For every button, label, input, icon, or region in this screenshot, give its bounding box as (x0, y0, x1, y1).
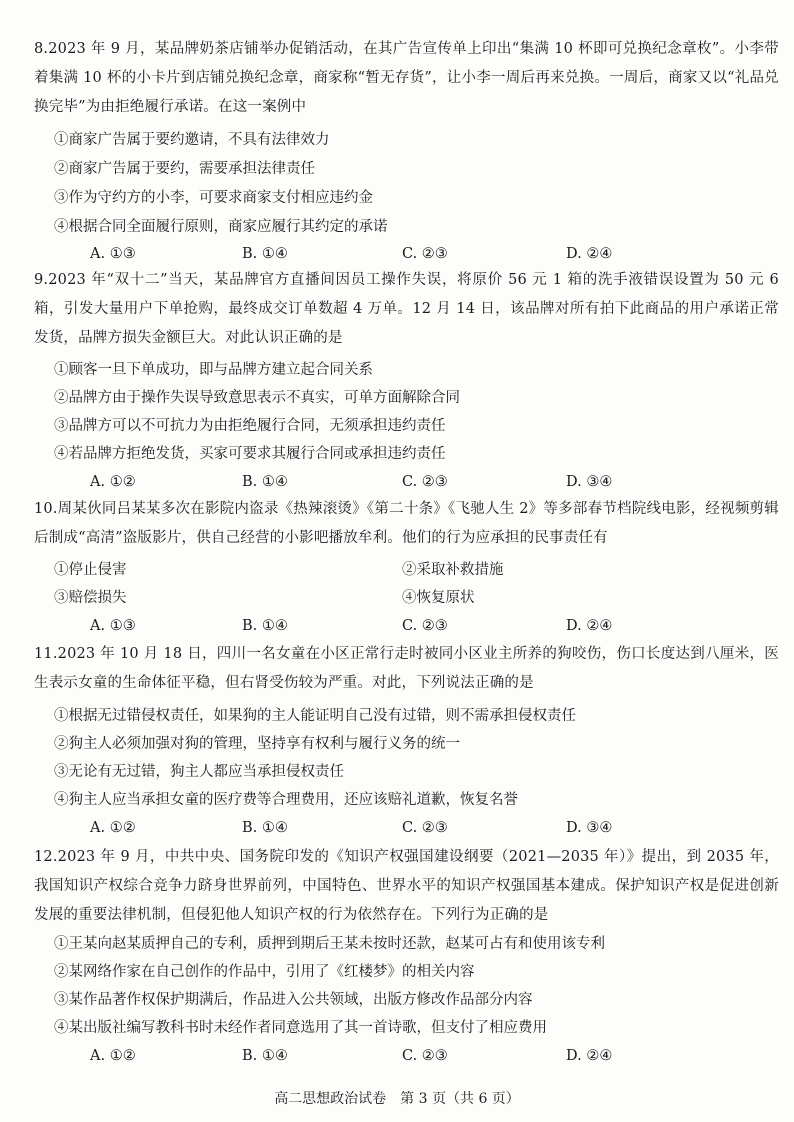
choice-d: D. ②④ (566, 618, 613, 634)
choice-c: C. ②③ (402, 618, 448, 634)
question-9-option-2: ②品牌方由于操作失误导致意思表示不真实，可单方面解除合同 (54, 390, 460, 406)
question-9-choices (90, 472, 730, 492)
choice-a: A. ①③ (90, 618, 136, 634)
question-11-option-1: ①根据无过错侵权责任，如果狗的主人能证明自己没有过错，则不需承担侵权责任 (54, 708, 576, 724)
choice-a: A. ①② (90, 1048, 136, 1064)
choice-a: A. ①② (90, 474, 136, 490)
choice-d: D. ②④ (566, 1048, 613, 1064)
choice-c: C. ②③ (402, 820, 448, 836)
question-8-choices (90, 244, 730, 264)
choice-b: B. ①④ (242, 618, 288, 634)
question-10-option-3: ③赔偿损失 (54, 590, 127, 606)
choice-c: C. ②③ (402, 474, 448, 490)
question-12-option-3: ③某作品著作权保护期满后，作品进入公共领域，出版方修改作品部分内容 (54, 992, 533, 1008)
choice-b: B. ①④ (242, 820, 288, 836)
question-8-stem: 8.2023 年 9 月，某品牌奶茶店铺举办促销活动，在其广告宣传单上印出“集满 10 杯即可兑换纪念章枚”。小李带着集满 10 杯的小卡片到店铺兑换纪念章，商家称“暂无存货”，让小李一周后再来兑换。一周后，商家又以“礼品兑换完毕”为由拒绝履行承诺。在这一案例中 (34, 41, 779, 115)
question-12-option-1: ①王某向赵某质押自己的专利，质押到期后王某未按时还款，赵某可占有和使用该专利 (54, 936, 605, 952)
choice-c: C. ②③ (402, 246, 448, 262)
choice-c: C. ②③ (402, 1048, 448, 1064)
question-12-option-4: ④某出版社编写教科书时未经作者同意选用了其一首诗歌，但支付了相应费用 (54, 1020, 547, 1036)
question-11-stem: 11.2023 年 10 月 18 日，四川一名女童在小区正常行走时被同小区业主所养的狗咬伤，伤口长度达到八厘米，医生表示女童的生命体征平稳，但右肾受伤较为严重。对此，下列说法正确的是 (34, 646, 779, 691)
question-9-stem: 9.2023 年“双十二”当天，某品牌官方直播间因员工操作失误，将原价 56 元 1 箱的洗手液错误设置为 50 元 6 箱，引发大量用户下单抢购，最终成交订单数超 4 万单。12 月 14 日，该品牌对所有拍下此商品的用户承诺正常发货，品牌方损失金额巨大。对此认识正确的是 (34, 272, 779, 346)
page-footer: 高二思想政治试卷 第 3 页（共 6 页） (274, 1091, 520, 1107)
question-11-option-2: ②狗主人必须加强对狗的管理，坚持享有权利与履行义务的统一 (54, 736, 460, 752)
question-9-option-4: ④若品牌方拒绝发货，买家可要求其履行合同或承担违约责任 (54, 446, 446, 462)
choice-d: D. ③④ (566, 474, 613, 490)
question-10-option-4: ④恢复原状 (402, 590, 475, 606)
question-8-option-3: ③作为守约方的小李，可要求商家支付相应违约金 (54, 190, 373, 206)
question-10-choices (90, 616, 730, 636)
question-12-stem: 12.2023 年 9 月，中共中央、国务院印发的《知识产权强国建设纲要（2021—2035 年）》提出，到 2035 年，我国知识产权综合竞争力跻身世界前列，中国特色、世界水平的知识产权强国基本建成。保护知识产权是促进创新发展的重要法律机制，但侵犯他人知识产权的行为依然存在。下列行为正确的是 (34, 849, 779, 923)
choice-b: B. ①④ (242, 474, 288, 490)
question-12-option-2: ②某网络作家在自己创作的作品中，引用了《红楼梦》的相关内容 (54, 964, 475, 980)
question-11-choices (90, 818, 730, 838)
question-8-option-2: ②商家广告属于要约，需要承担法律责任 (54, 161, 315, 177)
question-10-stem: 10.周某伙同吕某某多次在影院内盗录《热辣滚烫》《第二十条》《飞驰人生 2》等多部春节档院线电影，经视频剪辑后制成“高清”盗版影片，供自己经营的小影吧播放牟利。他们的行为应承担的民事责任有 (34, 501, 779, 546)
choice-b: B. ①④ (242, 1048, 288, 1064)
choice-a: A. ①② (90, 820, 136, 836)
choice-d: D. ③④ (566, 820, 613, 836)
question-11-option-4: ④狗主人应当承担女童的医疗费等合理费用，还应该赔礼道歉，恢复名誉 (54, 792, 518, 808)
question-10-option-1: ①停止侵害 (54, 562, 127, 578)
choice-b: B. ①④ (242, 246, 288, 262)
question-8-option-4: ④根据合同全面履行原则，商家应履行其约定的承诺 (54, 219, 388, 235)
question-8-option-1: ①商家广告属于要约邀请，不具有法律效力 (54, 132, 330, 148)
choice-d: D. ②④ (566, 246, 613, 262)
question-11-option-3: ③无论有无过错，狗主人都应当承担侵权责任 (54, 764, 344, 780)
choice-a: A. ①③ (90, 246, 136, 262)
question-9-option-3: ③品牌方可以不可抗力为由拒绝履行合同，无须承担违约责任 (54, 418, 446, 434)
question-9-option-1: ①顾客一旦下单成功，即与品牌方建立起合同关系 (54, 362, 373, 378)
question-12-choices (90, 1046, 730, 1066)
question-10-option-2: ②采取补救措施 (402, 562, 504, 578)
